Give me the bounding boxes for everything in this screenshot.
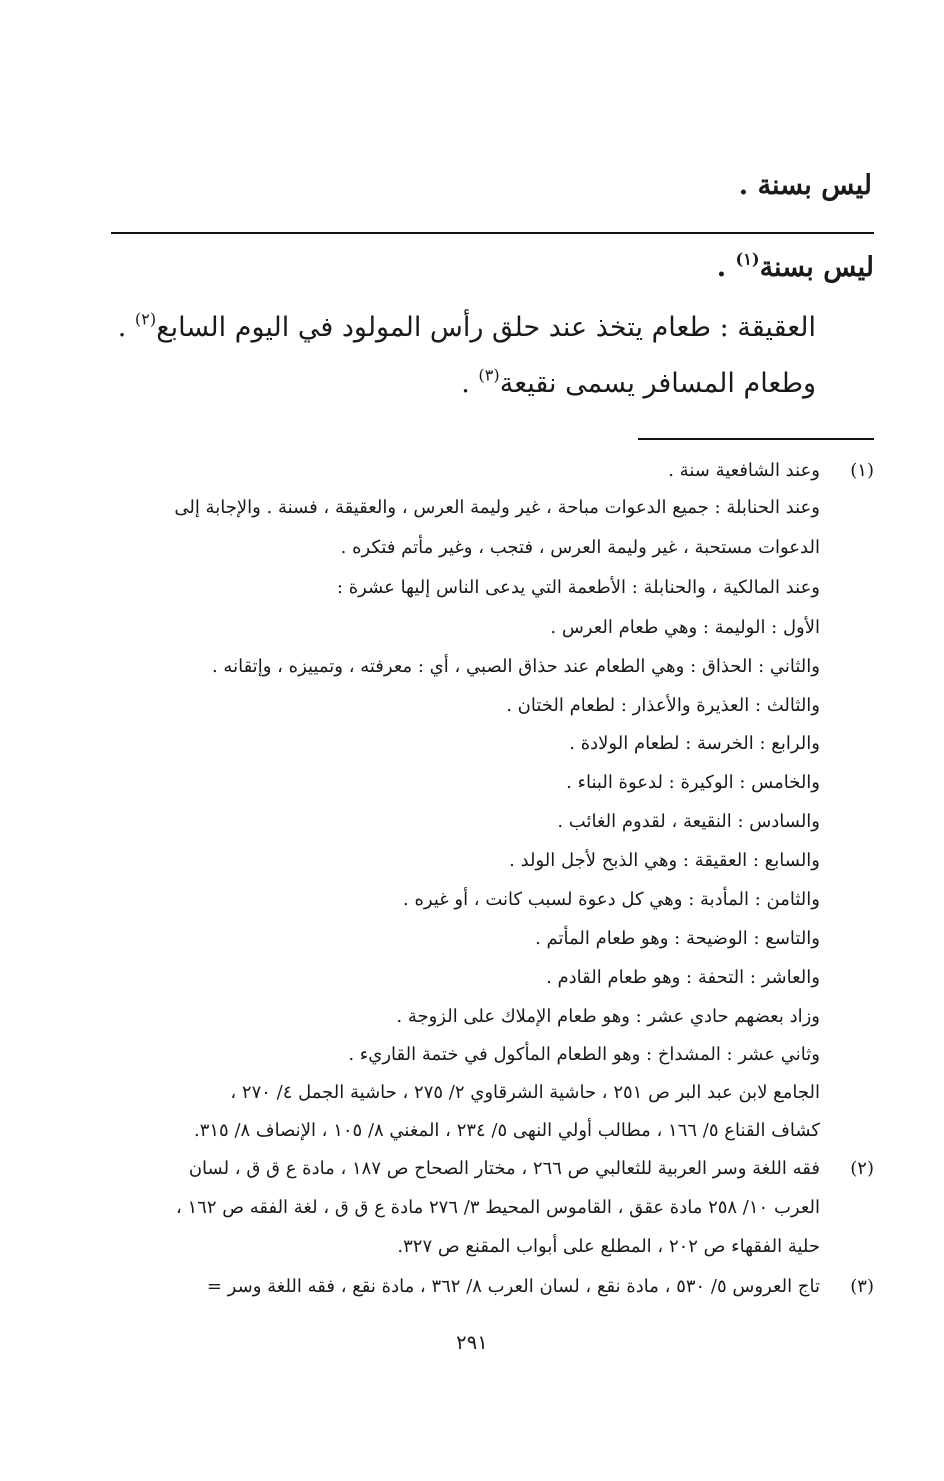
body-line-1-text: العقيقة : طعام يتخذ عند حلق رأس المولود في اليوم السابع	[156, 312, 816, 343]
footnote-ref-2: (٢)	[134, 309, 157, 329]
footnote-1-line: وزاد بعضهم حادي عشر : وهو طعام الإملاك على الزوجة .	[396, 1006, 820, 1027]
footnote-1-line: الدعوات مستحبة ، غير وليمة العرس ، فتجب ، وغير مأتم فتكره .	[340, 537, 820, 558]
footnote-2-number: (٢)	[850, 1158, 874, 1179]
page-number: ٢٩١	[456, 1331, 488, 1354]
footnote-1-line: والثامن : المأدبة : وهي كل دعوة لسبب كانت ، أو غيره .	[403, 889, 820, 910]
header-rule	[111, 232, 874, 234]
footnote-1-line: الجامع لابن عبد البر ص ٢٥١ ، حاشية الشرقاوي ٢/ ٢٧٥ ، حاشية الجمل ٤/ ٢٧٠ ،	[230, 1082, 820, 1103]
footnote-1-line: وعند الحنابلة : جميع الدعوات مباحة ، غير وليمة العرس ، والعقيقة ، فسنة . والإجابة إلى	[174, 497, 820, 518]
body-heading	[716, 249, 874, 283]
footnote-1-line: والتاسع : الوضيحة : وهو طعام المأتم .	[535, 928, 820, 949]
footnote-1-line: والسادس : النقيعة ، لقدوم الغائب .	[557, 811, 820, 832]
footnote-1-line: والثالث : العذيرة والأعذار : لطعام الختان .	[506, 695, 820, 716]
footnote-1-line: كشاف القناع ٥/ ١٦٦ ، مطالب أولي النهى ٥/ ٢٣٤ ، المغني ٨/ ١٠٥ ، الإنصاف ٨/ ٣١٥.	[193, 1120, 820, 1141]
footnote-1-line: والعاشر : التحفة : وهو طعام القادم .	[546, 967, 820, 988]
body-line-2-text: وطعام المسافر يسمى نقيعة	[499, 368, 816, 399]
footnote-3-line: تاج العروس ٥/ ٥٣٠ ، مادة نقع ، لسان العرب ٨/ ٣٦٢ ، مادة نقع ، فقه اللغة وسر =	[206, 1276, 820, 1297]
body-line-1-end: .	[117, 312, 135, 343]
footnote-1-line: والرابع : الخرسة : لطعام الولادة .	[569, 733, 820, 754]
footnote-1-line: والثاني : الحذاق : وهي الطعام عند حذاق الصبي ، أي : معرفته ، وتمييزه ، وإتقانه .	[211, 656, 820, 677]
running-header: ليس بسنة .	[738, 170, 872, 201]
body-line-2	[461, 365, 816, 399]
footnote-ref-3: (٣)	[478, 365, 500, 385]
footnote-1-line: وعند الشافعية سنة .	[668, 460, 820, 481]
footnote-ref-1: (١)	[735, 249, 760, 269]
footnote-1-number: (١)	[850, 460, 874, 481]
footnote-1-line: وثاني عشر : المشداخ : وهو الطعام المأكول في ختمة القاريء .	[348, 1044, 820, 1065]
footnote-1-line: والسابع : العقيقة : وهي الذبح لأجل الولد .	[509, 850, 820, 871]
footnote-1-line: وعند المالكية ، والحنابلة : الأطعمة التي يدعى الناس إليها عشرة :	[336, 577, 820, 598]
footnote-2-line: العرب ١٠/ ٢٥٨ مادة عقق ، القاموس المحيط ٣/ ٢٧٦ مادة ع ق ق ، لغة الفقه ص ١٦٢ ،	[175, 1197, 820, 1218]
footnote-1-line: الأول : الوليمة : وهي طعام العرس .	[550, 617, 820, 638]
body-line-2-end: .	[461, 368, 479, 399]
footnote-2-line: حلية الفقهاء ص ٢٠٢ ، المطلع على أبواب المقنع ص ٣٢٧.	[397, 1236, 820, 1257]
heading-end: .	[716, 252, 736, 283]
footnote-2-line: فقه اللغة وسر العربية للثعالبي ص ٢٦٦ ، مختار الصحاح ص ١٨٧ ، مادة ع ق ق ، لسان	[188, 1158, 820, 1179]
heading-text: ليس بسنة	[759, 252, 874, 283]
footnote-1-line: والخامس : الوكيرة : لدعوة البناء .	[566, 772, 820, 793]
footnote-3-number: (٣)	[850, 1276, 874, 1297]
footnote-rule	[638, 438, 874, 440]
body-line-1	[117, 309, 816, 343]
